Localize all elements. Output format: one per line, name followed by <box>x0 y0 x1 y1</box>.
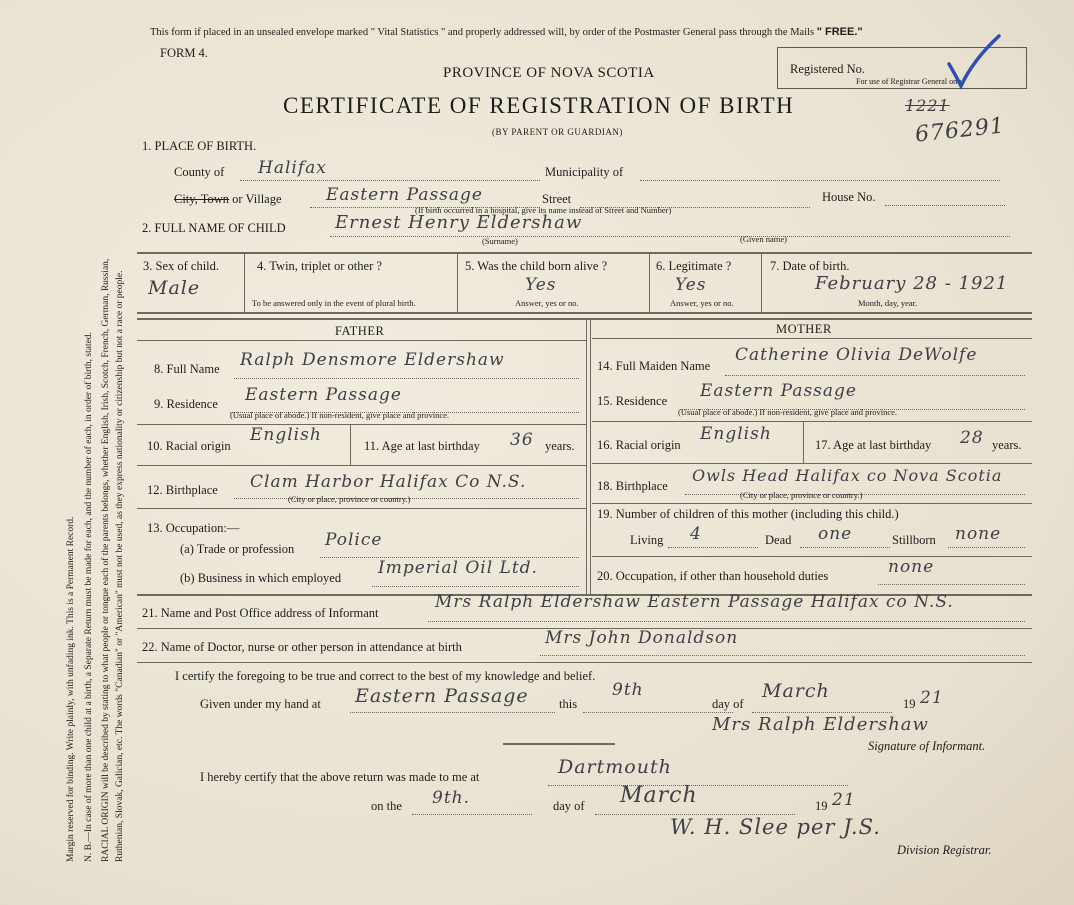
informant-signature-value: Mrs Ralph Eldershaw <box>712 714 929 735</box>
mother-birthplace-label: 18. Birthplace <box>597 479 668 493</box>
legitimate-note: Answer, yes or no. <box>670 298 734 308</box>
mail-notice: This form if placed in an unsealed envelope marked " Vital Statistics " and properly addressed will, by order of the Postmaster General pass through the Mails " FREE." <box>150 26 863 38</box>
father-heading: FATHER <box>335 324 385 338</box>
father-business-label: (b) Business in which employed <box>180 571 342 585</box>
father-racial-value: English <box>250 425 322 445</box>
certify-statement: I certify the foregoing to be true and correct to the best of my knowledge and belief. <box>175 669 596 683</box>
informant-label: 21. Name and Post Office address of Informant <box>142 606 379 620</box>
city-value: Eastern Passage <box>326 185 483 205</box>
registrar-month-value: March <box>620 783 698 808</box>
registrar-year-prefix: 19 <box>815 799 828 813</box>
birth-date-note: Month, day, year. <box>858 298 918 308</box>
father-residence-note: (Usual place of abode.) If non-resident, give place and province. <box>230 410 450 420</box>
mother-heading: MOTHER <box>776 322 832 336</box>
mother-residence-value: Eastern Passage <box>700 381 857 401</box>
father-business-value: Imperial Oil Ltd. <box>378 558 538 578</box>
margin-note-2: N. B.—In case of more than one child at a birth, a Separate Return must be made for each, and the number of each, in order of birth, stated. <box>84 332 94 862</box>
mother-birthplace-note: (City or place, province or country.) <box>740 490 863 500</box>
mother-children-label: 19. Number of children of this mother (including this child.) <box>597 507 899 521</box>
registrar-day-value: 9th. <box>432 788 470 808</box>
father-trade-label: (a) Trade or profession <box>180 542 295 556</box>
mother-birthplace-value: Owls Head Halifax co Nova Scotia <box>692 466 1003 485</box>
father-birthplace-note: (City or place, province or country.) <box>288 494 411 504</box>
mother-racial-value: English <box>700 424 772 444</box>
father-age-value: 36 <box>510 430 534 450</box>
registrar-statement: I hereby certify that the above return was made to me at <box>200 770 480 784</box>
registrar-day-of-label: day of <box>553 799 585 813</box>
birth-date-value: February 28 - 1921 <box>815 273 1009 294</box>
margin-note-3: RACIAL ORIGIN will be described by stating to what people or tongue each of the parents belongs, whether English, Irish, Scotch, French, German, Russian, <box>101 258 111 862</box>
sex-value: Male <box>148 277 201 299</box>
county-value: Halifax <box>258 158 327 178</box>
registrar-on-the-label: on the <box>371 799 402 813</box>
mother-residence-note: (Usual place of abode.) If non-resident, give place and province. <box>678 407 898 417</box>
informant-signature-label: Signature of Informant. <box>868 739 986 753</box>
mother-residence-label: 15. Residence <box>597 394 668 408</box>
registered-label: Registered No. <box>790 62 865 76</box>
this-label: this <box>559 697 578 711</box>
dead-label: Dead <box>765 533 792 547</box>
child-name-label: 2. FULL NAME OF CHILD <box>142 221 286 235</box>
mother-name-value: Catherine Olivia DeWolfe <box>735 345 978 365</box>
given-year-value: 21 <box>920 688 944 708</box>
place-of-birth-heading: 1. PLACE OF BIRTH. <box>142 139 257 153</box>
mother-age-label: 17. Age at last birthday <box>815 438 932 452</box>
father-occupation-label: 13. Occupation:— <box>147 521 240 535</box>
hospital-note: (If birth occurred in a hospital, give its name instead of Street and Number) <box>415 205 672 215</box>
child-name-value: Ernest Henry Eldershaw <box>335 212 583 233</box>
father-residence-label: 9. Residence <box>154 397 218 411</box>
mother-name-label: 14. Full Maiden Name <box>597 359 711 373</box>
alive-value: Yes <box>525 275 557 295</box>
legitimate-value: Yes <box>675 275 707 295</box>
legitimate-label: 6. Legitimate ? <box>656 259 732 273</box>
street-label: Street <box>542 192 572 206</box>
struck-number: 1221 <box>905 96 950 115</box>
dead-value: one <box>818 524 853 544</box>
doctor-value: Mrs John Donaldson <box>545 628 739 648</box>
father-racial-label: 10. Racial origin <box>147 439 231 453</box>
father-residence-value: Eastern Passage <box>245 385 402 405</box>
page-title: CERTIFICATE OF REGISTRATION OF BIRTH <box>283 93 795 118</box>
alive-label: 5. Was the child born alive ? <box>465 259 608 273</box>
given-day-value: 9th <box>612 680 644 700</box>
doctor-label: 22. Name of Doctor, nurse or other person in attendance at birth <box>142 640 462 654</box>
father-trade-value: Police <box>325 530 383 550</box>
registrar-signature-value: W. H. Slee per J.S. <box>670 815 881 839</box>
house-no-label: House No. <box>822 190 876 204</box>
twin-note: To be answered only in the event of plural birth. <box>252 298 416 308</box>
margin-note-1: Margin reserved for binding. Write plainly, with unfading ink. This is a Permanent Record. <box>66 516 76 862</box>
father-age-label: 11. Age at last birthday <box>364 439 480 453</box>
county-label: County of <box>174 165 225 179</box>
mother-age-value: 28 <box>960 428 984 448</box>
stillborn-label: Stillborn <box>892 533 936 547</box>
given-month-value: March <box>762 680 830 702</box>
given-place-value: Eastern Passage <box>355 685 529 707</box>
mother-racial-label: 16. Racial origin <box>597 438 681 452</box>
margin-note-4: Ruthenian, Slovak, Galician, etc. The words "Canadian" or "American" must not be used, as they express nationality or citizenship but not a race or people. <box>115 270 125 862</box>
twin-label: 4. Twin, triplet or other ? <box>257 259 382 273</box>
given-name-note: (Given name) <box>740 234 787 244</box>
registrar-signature-label: Division Registrar. <box>897 843 992 857</box>
given-day-of-label: day of <box>712 697 744 711</box>
registration-number: 676291 <box>913 113 1007 148</box>
mother-age-years: years. <box>992 438 1022 452</box>
father-name-label: 8. Full Name <box>154 362 220 376</box>
father-birthplace-label: 12. Birthplace <box>147 483 218 497</box>
surname-note: (Surname) <box>482 236 518 246</box>
given-year-prefix: 19 <box>903 697 916 711</box>
page-subtitle: (BY PARENT OR GUARDIAN) <box>492 127 623 137</box>
registrar-use-note: For use of Registrar General only <box>856 77 964 86</box>
municipality-label: Municipality of <box>545 165 624 179</box>
registrar-place-value: Dartmouth <box>558 756 672 778</box>
mother-occupation-label: 20. Occupation, if other than household duties <box>597 569 829 583</box>
alive-note: Answer, yes or no. <box>515 298 579 308</box>
given-at-label: Given under my hand at <box>200 697 321 711</box>
registrar-year-value: 21 <box>832 790 856 810</box>
living-value: 4 <box>690 524 702 544</box>
father-age-years: years. <box>545 439 575 453</box>
father-birthplace-value: Clam Harbor Halifax Co N.S. <box>250 472 527 492</box>
sex-label: 3. Sex of child. <box>143 259 220 273</box>
birth-date-label: 7. Date of birth. <box>770 259 850 273</box>
form-number: FORM 4. <box>160 46 208 60</box>
father-name-value: Ralph Densmore Eldershaw <box>240 350 505 370</box>
living-label: Living <box>630 533 664 547</box>
stillborn-value: none <box>955 524 1002 544</box>
informant-value: Mrs Ralph Eldershaw Eastern Passage Halifax co N.S. <box>435 592 954 612</box>
city-label: City, Town or Village <box>174 192 282 206</box>
province-heading: PROVINCE OF NOVA SCOTIA <box>443 65 655 81</box>
mother-occupation-value: none <box>888 557 935 577</box>
check-mark-icon <box>945 30 1005 92</box>
